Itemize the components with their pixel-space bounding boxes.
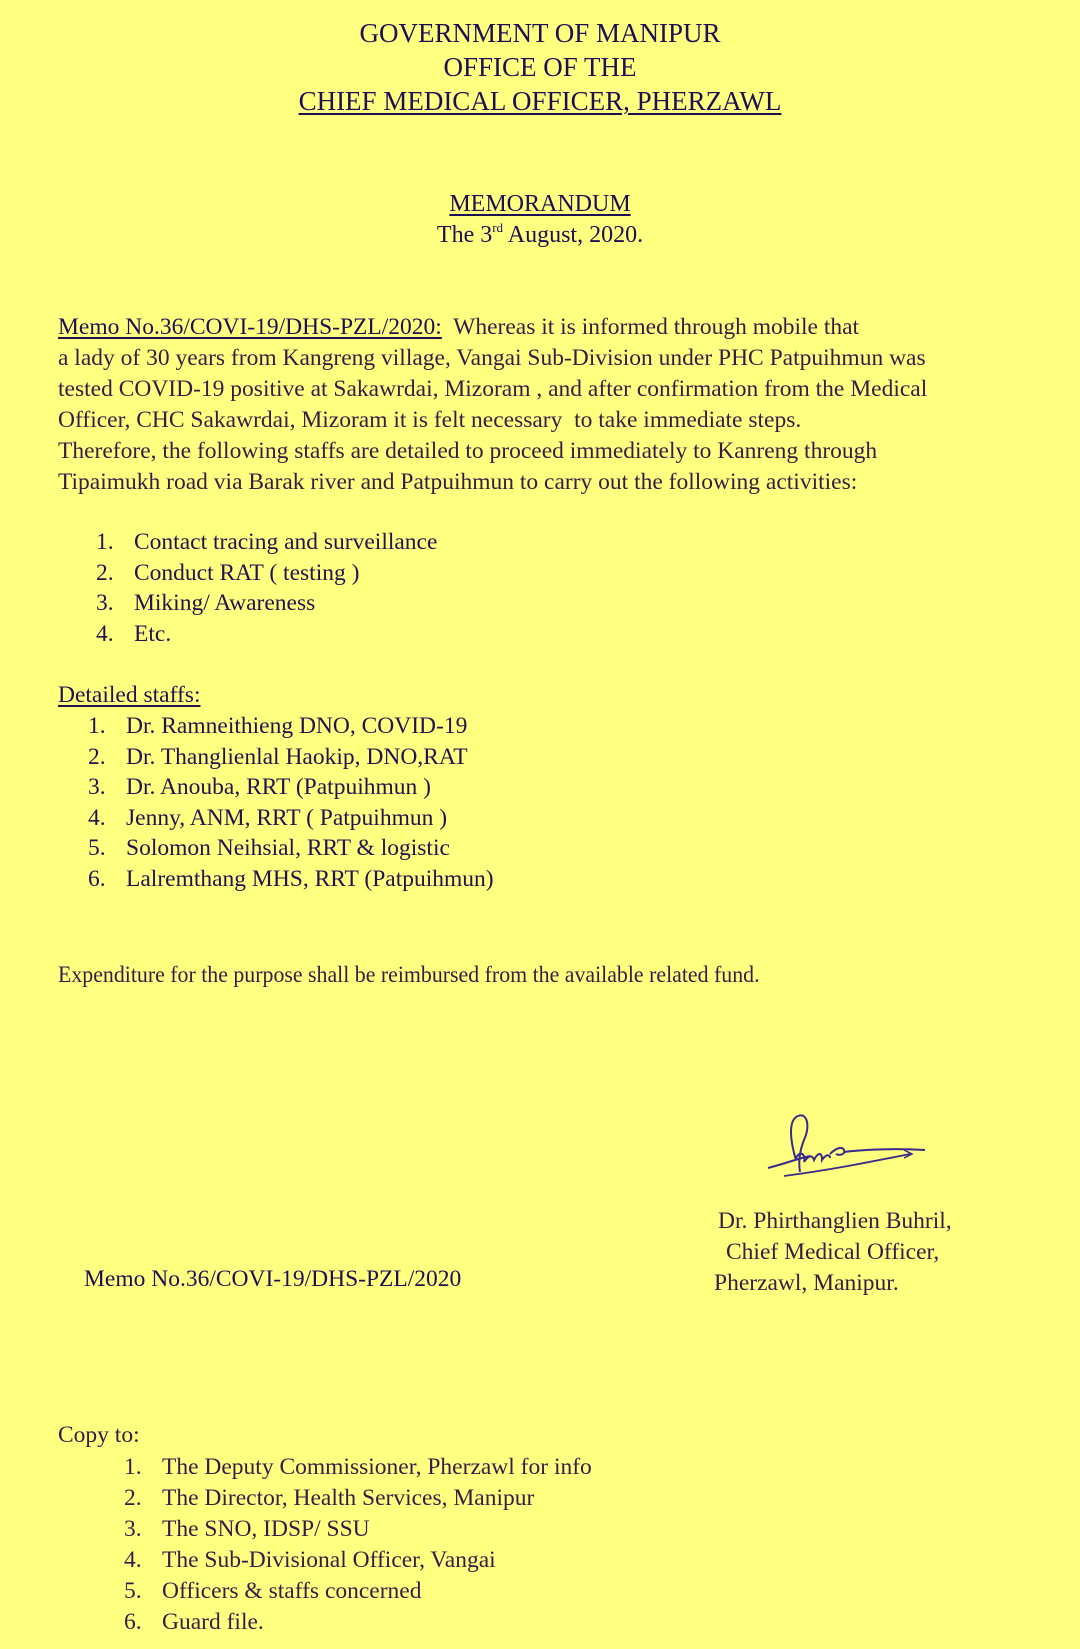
signature-icon: [760, 1110, 940, 1190]
copy-to-list: [124, 1452, 592, 1638]
copy-to-item: 4. The Sub-Divisional Officer, Vangai: [124, 1547, 496, 1573]
body-line-6: Tipaimukh road via Barak river and Patpuihmun to carry out the following activities:: [58, 469, 858, 495]
copy-to-heading: Copy to:: [58, 1422, 140, 1448]
body-line-1: Memo No.36/COVI-19/DHS-PZL/2020: Whereas it is informed through mobile that: [58, 314, 860, 340]
copy-to-item: 1. The Deputy Commissioner, Pherzawl for info: [124, 1454, 592, 1480]
copy-to-item: 3. The SNO, IDSP/ SSU: [124, 1516, 370, 1542]
header-cmo-text: CHIEF MEDICAL OFFICER, PHERZAWL: [298, 86, 782, 116]
memo-body: [58, 312, 1058, 498]
staff-item: 3. Dr. Anouba, RRT (Patpuihmun ): [88, 774, 431, 800]
activities-list: [96, 527, 437, 649]
staff-item: 6. Lalremthang MHS, RRT (Patpuihmun): [88, 865, 494, 892]
activity-item: 2. Conduct RAT ( testing ): [96, 559, 360, 586]
body-line-4: Officer, CHC Sakawrdai, Mizoram it is felt necessary to take immediate steps.: [58, 407, 802, 433]
copy-to-item: 5. Officers & staffs concerned: [124, 1578, 422, 1604]
staffs-list: [88, 711, 494, 894]
activity-item: 4. Etc.: [96, 620, 172, 647]
memorandum-title: MEMORANDUM: [449, 191, 631, 217]
copy-to-item: 6. Guard file.: [124, 1609, 264, 1635]
staff-item: 1. Dr. Ramneithieng DNO, COVID-19: [88, 713, 468, 739]
staff-item: 2. Dr. Thanglienlal Haokip, DNO,RAT: [88, 743, 468, 770]
staff-item: 4. Jenny, ANM, RRT ( Patpuihmun ): [88, 804, 448, 831]
signatory-place: Pherzawl, Manipur.: [714, 1270, 899, 1296]
letterhead: [0, 16, 1080, 118]
header-government: GOVERNMENT OF MANIPUR: [359, 18, 721, 48]
header-office: OFFICE OF THE: [443, 52, 637, 82]
activity-item: 1. Contact tracing and surveillance: [96, 529, 438, 555]
signatory-designation: Chief Medical Officer,: [726, 1239, 940, 1265]
memo-reference: Memo No.36/COVI-19/DHS-PZL/2020:: [58, 314, 442, 340]
body-line-2: a lady of 30 years from Kangreng village, Vangai Sub-Division under PHC Patpuihmun was: [58, 345, 926, 371]
memo-heading: [0, 189, 1080, 251]
signatory-block: [714, 1206, 952, 1299]
staffs-heading-wrap: [58, 680, 200, 711]
signatory-name: Dr. Phirthanglien Buhril,: [718, 1208, 952, 1234]
expenditure-note: Expenditure for the purpose shall be reimbursed from the available related fund.: [58, 962, 760, 988]
staff-item: 5. Solomon Neihsial, RRT & logistic: [88, 835, 450, 861]
copy-to-item: 2. The Director, Health Services, Manipur: [124, 1485, 535, 1511]
header-cmo: [0, 84, 1080, 118]
body-line-3: tested COVID-19 positive at Sakawrdai, Mizoram , and after confirmation from the Medical: [58, 376, 928, 402]
activity-item: 3. Miking/ Awareness: [96, 590, 316, 616]
memo-date: The 3rd August, 2020.: [436, 220, 644, 248]
staffs-heading: Detailed staffs:: [58, 682, 201, 708]
body-line-5: Therefore, the following staffs are detailed to proceed immediately to Kanreng through: [58, 438, 878, 464]
footer-memo-reference: Memo No.36/COVI-19/DHS-PZL/2020: [84, 1266, 462, 1292]
